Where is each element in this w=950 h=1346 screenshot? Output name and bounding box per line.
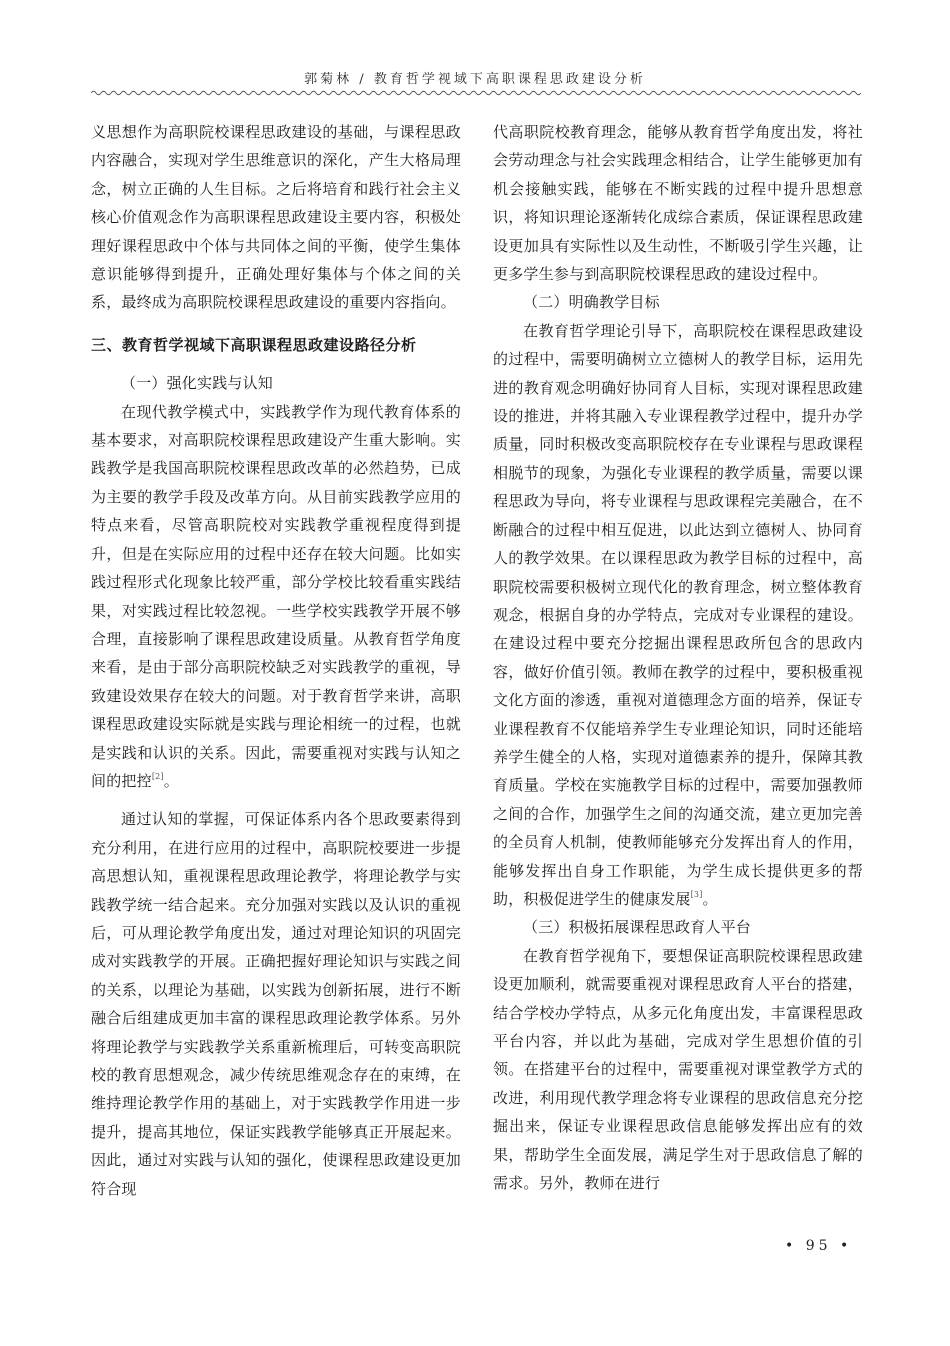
left-column — [91, 118, 461, 1203]
right-paragraph-2 — [493, 317, 863, 914]
left-paragraph-2-text: 在现代教学模式中，实践教学作为现代教育体系的基本要求，对高职院校课程思政建设产生重大影响。实践教学是我国高职院校课程思政改革的必然趋势，已成为主要的教学手段及改革方向。从目前实践教学应用的特点来看，尽管高职院校对实践教学重视程度得到提升，但是在实际应用的过程中还存在较大问题。比如实践过程形式化现象比较严重，部分学校比较看重实践结果，对实践过程比较忽视。一些学校实践教学开展不够合理，直接影响了课程思政建设质量。从教育哲学角度来看，是由于部分高职院校缺乏对实践教学的重视，导致建设效果存在较大的问题。对于教育哲学来讲，高职课程思政建设实际就是实践与理论相统一的过程，也就是实践和认识的关系。因此，需要重视对实践与认知之间的把控 — [91, 402, 461, 790]
left-paragraph-3: 通过认知的掌握，可保证体系内各个思政要素得到充分利用，在进行应用的过程中，高职院校要进一步提高思想认知，重视课程思政理论教学，将理论教学与实践教学统一结合起来。充分加强对实践以及认识的重视后，可从理论教学角度出发，通过对理论知识的巩固完成对实践教学的开展。正确把握好理论知识与实践之间的关系，以理论为基础，以实践为创新拓展，进行不断融合后组建成更加丰富的课程思政理论教学体系。另外将理论教学与实践教学关系重新梳理后，可转变高职院校的教育思想观念，减少传统思维观念存在的束缚，在维持理论教学作用的基础上，对于实践教学作用进一步提升，提高其地位，保证实践教学能够真正开展起来。因此，通过对实践与认知的强化，使课程思政建设更加符合现 — [91, 810, 461, 1198]
left-paragraph-1: 义思想作为高职院校课程思政建设的基础，与课程思政内容融合，实现对学生思维意识的深化，产生大格局理念，树立正确的人生目标。之后将培育和践行社会主义核心价值观念作为高职课程思政建设主要内容，积极处理好课程思政中个体与共同体之间的平衡，使学生集体意识能够得到提升，正确处理好集体与个体之间的关系，最终成为高职院校课程思政建设的重要内容指向。 — [91, 123, 461, 312]
right-paragraph-2-text: 在教育哲学理论引导下，高职院校在课程思政建设的过程中，需要明确树立立德树人的教学目标，运用先进的教育观念明确好协同育人目标，实现对课程思政建设的推进，并将其融入专业课程教学过程中，提升办学质量，同时积极改变高职院校存在专业课程与思政课程相脱节的现象，为强化专业课程的教学质量，需要以课程思政为导向，将专业课程与思政课程完美融合，在不断融合的过程中相互促进，以此达到立德树人、协同育人的教学效果。在以课程思政为教学目标的过程中，高职院校需要积极树立现代化的教育理念，树立整体教育观念，根据自身的办学特点，完成对专业课程的建设。在建设过程中要充分挖掘出课程思政所包含的思政内容，做好价值引领。教师在教学的过程中，要积极重视文化方面的渗透，重视对道德理念方面的培养，保证专业课程教育不仅能培养学生专业理论知识，同时还能培养学生健全的人格，实现对道德素养的提升，保障其教育质量。学校在实施教学目标的过程中，需要加强教师之间的合作，加强学生之间的沟通交流，建立更加完善的全员育人机制，使教师能够充分发挥出育人的作用，能够发挥出自身工作职能，为学生成长提供更多的帮助，积极促进学生的健康发展 — [493, 321, 863, 908]
section-heading: 三、教育哲学视域下高职课程思政建设路径分析 — [91, 335, 417, 354]
left-paragraph-2-end: 。 — [163, 771, 179, 790]
citation-2: [2] — [151, 771, 164, 781]
subsection-heading-2: （二）明确教学目标 — [523, 293, 660, 312]
right-column — [493, 118, 863, 1197]
right-paragraph-3: 在教育哲学视角下，要想保证高职院校课程思政建设更加顺利，就需要重视对课程思政育人平台的搭建，结合学校办学特点，从多元化角度出发，丰富课程思政平台内容，并以此为基础，完成对学生思想价值的引领。在搭建平台的过程中，需要重视对课堂教学方式的改进，利用现代教学理念将专业课程的思政信息充分挖掘出来，保证专业课程思政信息能够发挥出应有的效果，帮助学生全面发展，满足学生对于思政信息了解的需求。另外，教师在进行 — [493, 946, 863, 1193]
header-wavy-rule — [91, 88, 861, 98]
left-paragraph-2 — [91, 398, 461, 796]
page-number: • 95 • — [785, 1238, 853, 1254]
right-paragraph-2-end: 。 — [702, 889, 718, 908]
subsection-heading-1: （一）强化实践与认知 — [121, 374, 274, 393]
running-header: 郭菊林 / 教育哲学视域下高职课程思政建设分析 — [304, 72, 646, 87]
right-paragraph-1: 代高职院校教育理念，能够从教育哲学角度出发，将社会劳动理念与社会实践理念相结合，让学生能够更加有机会接触实践，能够在不断实践的过程中提升思想意识，将知识理论逐渐转化成综合素质，保证课程思政建设更加具有实际性以及生动性，不断吸引学生兴趣，让更多学生参与到高职院校课程思政的建设过程中。 — [493, 123, 863, 284]
citation-3: [3] — [690, 889, 703, 899]
subsection-heading-3: （三）积极拓展课程思政育人平台 — [523, 918, 752, 937]
